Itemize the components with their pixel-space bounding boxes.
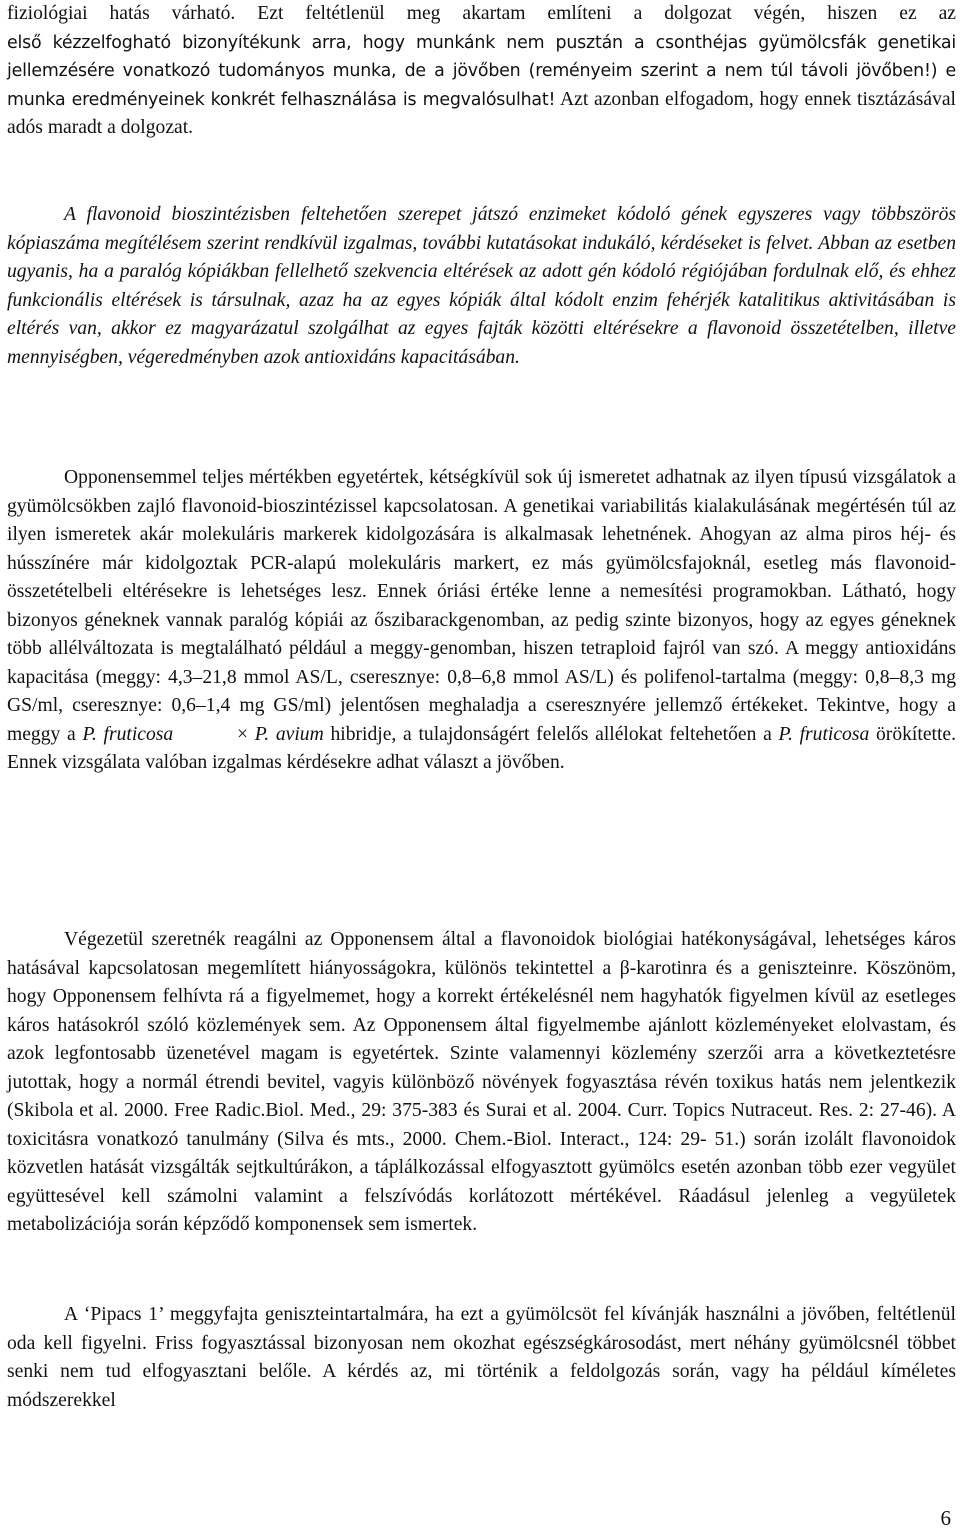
paragraph-response-genetics bbox=[7, 464, 956, 778]
paragraph-response-toxicity bbox=[7, 926, 956, 1240]
paragraph-text: Végezetül szeretnék reagálni az Opponensem által a flavonoidok biológiai hatékonyságával, lehetséges káros hatásával kapcsolatosan megemlített hiányosságokra, különös tekintettel a β-karotinra és a geniszteinre. Köszönöm, hogy Opponensem felhívta rá a figyelmemet, hogy a korrekt értékelésnél nem hagyhatók figyelmen kívül az esetleges káros hatásokról szóló közlemények sem. Az Opponensem által figyelmembe ajánlott közleményeket elolvastam, és azok legfontosabb üzenetével magam is egyetértek. Szinte valamennyi közlemény szerzői arra a következtetésre jutottak, hogy a normál étrendi bevitel, vagyis különböző növények fogyasztása révén toxikus hatás nem jelentkezik (Skibola et al. 2000. Free Radic.Biol. Med., 29: 375-383 és Surai et al. 2004. Curr. Topics Nutraceut. Res. 2: 27-46). A toxicitásra vonatkozó tanulmány (Silva és mts., 2000. Chem.-Biol. Interact., 124: 29- 51.) során izolált flavonoidok közvetlen hatását vizsgálták sejtkultúrákon, a táplálkozással elfogyasztott gyümölcs esetén azonban több ezer vegyület együttesével kell számolni valamint a felszívódás korlátozott mértékével. Ráadásul jelenleg a vegyületek metabolizációja során képződő komponensek sem ismertek. bbox=[7, 929, 956, 1235]
paragraph-text: Azt azonban elfogadom, hogy ennek tisztázásával adós maradt a dolgozat. bbox=[7, 88, 957, 138]
hybrid-cross-symbol: × bbox=[236, 723, 249, 745]
quoted-critique-text: A flavonoid bioszintézisben feltehetően szerepet játszó enzimeket kódoló gének egyszeres vagy többszörös kópiaszáma megítélésem szerint rendkívül izgalmas, további kutatásokat indukáló, kérdéseket is felvet. Abban az esetben ugyanis, ha a paralóg kópiákban fellelhető szekvencia eltérések az adott gén kódoló régiójában fordulnak elő, és ehhez funkcionális eltérések is társulnak, azaz ha az egyes kópiák által kódolt enzim fehérjék katalitikus aktivitásában is eltérés van, akkor ez magyarázatul szolgálhat az egyes fajták közötti eltérésekre a flavonoid összetételben, illetve mennyiségben, végeredményben azok antioxidáns kapacitásában. bbox=[7, 204, 956, 368]
species-name: P. avium bbox=[254, 723, 324, 745]
sans-serif-passage: első kézzelfogható bizonyítékunk arra, hogy munkánk nem pusztán a csonthéjas gyümölcsfák genetikai jellemzésére vonatkozó tudományos munka, de a jövőben (reményeim szerint a nem túl távoli jövőben!) e munka eredményeinek konkrét felhasználása is megvalósulhat! bbox=[7, 32, 956, 110]
paragraph-text: hibridje, a tulajdonságért felelős allélokat feltehetően a bbox=[323, 723, 779, 745]
paragraph-conclusion bbox=[7, 0, 956, 143]
species-name: P. fruticosa bbox=[82, 723, 174, 745]
page-number: 6 bbox=[940, 1506, 951, 1530]
paragraph-quoted-critique bbox=[7, 201, 956, 372]
paragraph-pipacs-genistein bbox=[7, 1301, 956, 1415]
paragraph-text: örökítette. Ennek vizsgálata valóban izgalmas kérdésekre adhat választ a jövőben. bbox=[7, 723, 956, 773]
paragraph-text: A ‘Pipacs 1’ meggyfajta geniszteintartalmára, ha ezt a gyümölcsöt fel kívánják használni a jövőben, feltétlenül oda kell figyelni. Friss fogyasztással bizonyosan nem okozhat egészségkárosodást, mert néhány gyümölcsnél többet senki nem tud elfogyasztani belőle. A kérdés az, mi történik a feldolgozás során, vagy ha például kíméletes módszerekkel bbox=[7, 1304, 956, 1411]
species-name: P. fruticosa bbox=[778, 723, 870, 745]
paragraph-first-line: fiziológiai hatás várható. Ezt feltétlenül meg akartam említeni a dolgozat végén, hiszen ez az bbox=[7, 3, 956, 24]
paragraph-text: Opponensemmel teljes mértékben egyetértek, kétségkívül sok új ismeretet adhatnak az ilyen típusú vizsgálatok a gyümölcsökben zajló flavonoid-bioszintézissel kapcsolatosan. A genetikai variabilitás kialakulásának megértésén túl az ilyen ismeretek akár molekuláris markerek kidolgozására is alkalmasak lehetnének. Ahogyan az alma piros héj- és hússzínére már kidolgoztak PCR-alapú molekuláris markert, ez más gyümölcsfajoknál, esetleg más flavonoid-összetételbeli eltérésekre is lehetséges lesz. Ennek óriási értéke lenne a nemesítési programokban. Látható, hogy bizonyos géneknek vannak paralóg kópiái az őszibarackgenomban, az pedig szinte bizonyos, hogy az egyes géneknek több allélváltozata is megtalálható például a meggy-genomban, hiszen tetraploid fajról van szó. A meggy antioxidáns kapacitása (meggy: 4,3–21,8 mmol AS/L, cseresznye: 0,8–6,8 mmol AS/L) és polifenol-tartalma (meggy: 0,8–8,3 mg GS/ml, cseresznye: 0,6–1,4 mg GS/ml) jelentősen meghaladja a cseresznyére jellemző értékeket. Tekintve, hogy a meggy a bbox=[7, 467, 956, 745]
